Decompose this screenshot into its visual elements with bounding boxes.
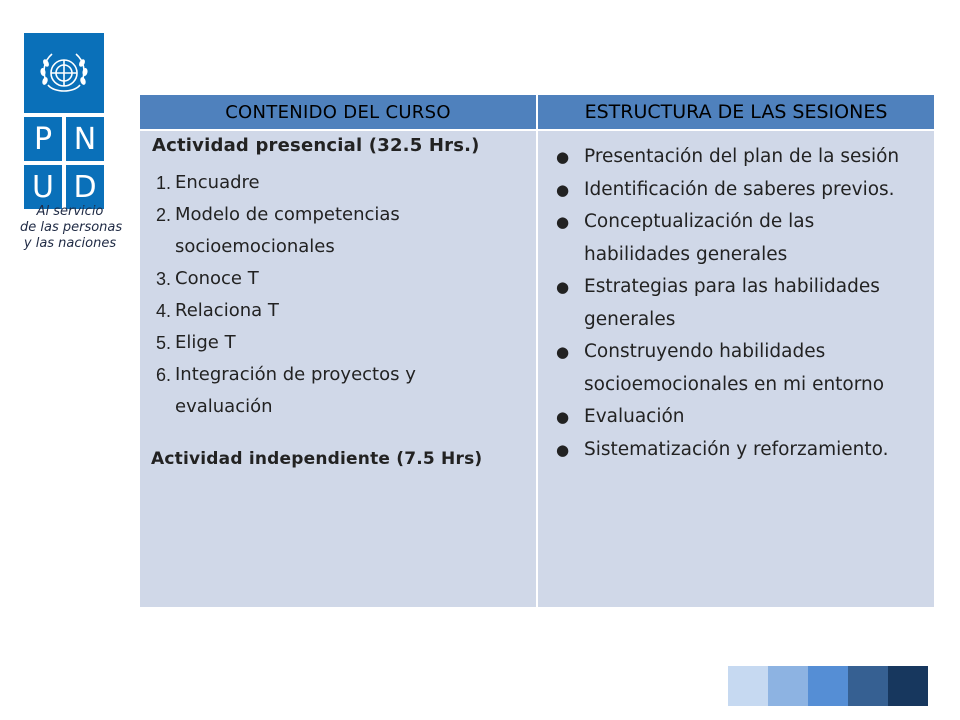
color-block	[808, 666, 848, 706]
color-block	[768, 666, 808, 706]
session-steps-list	[538, 141, 934, 466]
logo-tagline	[20, 204, 123, 252]
bullet-icon: ●	[556, 440, 570, 459]
list-item: ● Presentación del plan de la sesión	[538, 141, 934, 174]
logo-letter: D	[66, 165, 104, 209]
list-item: evaluación	[175, 396, 273, 417]
color-blocks	[728, 666, 928, 706]
list-item: 3. Conoce T	[155, 268, 259, 289]
logo-letter: U	[24, 165, 62, 209]
logo-letter: N	[66, 117, 104, 161]
list-item: ● Conceptualización de las habilidades generales	[538, 206, 934, 271]
un-emblem-icon	[24, 33, 104, 113]
header-course-content: CONTENIDO DEL CURSO	[140, 95, 536, 129]
list-item: 6. Integración de proyectos y	[155, 364, 416, 385]
course-topics-list	[140, 167, 536, 423]
bullet-icon: ●	[556, 278, 570, 296]
logo-letter: P	[24, 117, 62, 161]
bullet-icon: ●	[556, 408, 570, 426]
bullet-icon: ●	[556, 213, 570, 231]
tagline-line: y las naciones	[23, 236, 117, 251]
presential-activity-title: Actividad presencial (32.5 Hrs.)	[152, 135, 480, 156]
bullet-icon: ●	[556, 148, 570, 166]
list-item: 4. Relaciona T	[155, 300, 279, 321]
bullet-icon: ●	[556, 343, 570, 361]
color-block	[728, 666, 768, 706]
list-item: ● Estrategias para las habilidades generales	[538, 271, 934, 336]
list-item: 2. Modelo de competencias	[155, 204, 400, 225]
list-item: ● Evaluación	[538, 401, 934, 434]
header-session-structure: ESTRUCTURA DE LAS SESIONES	[538, 95, 934, 129]
course-table	[140, 95, 934, 607]
bullet-icon: ●	[556, 180, 570, 199]
list-item: ● Identificación de saberes previos.	[538, 174, 934, 207]
list-item: ● Construyendo habilidades socioemocionales en mi entorno	[538, 336, 934, 401]
pnud-logo	[24, 33, 104, 209]
color-block	[848, 666, 888, 706]
independent-activity-title: Actividad independiente (7.5 Hrs)	[151, 449, 483, 469]
list-item: ● Sistematización y reforzamiento.	[538, 434, 934, 467]
list-item: 5. Elige T	[155, 332, 236, 353]
color-block	[888, 666, 928, 706]
list-item: socioemocionales	[175, 236, 335, 257]
tagline-line: Al servicio	[36, 204, 104, 219]
list-item: 1. Encuadre	[155, 172, 260, 193]
tagline-line: de las personas	[20, 220, 123, 235]
